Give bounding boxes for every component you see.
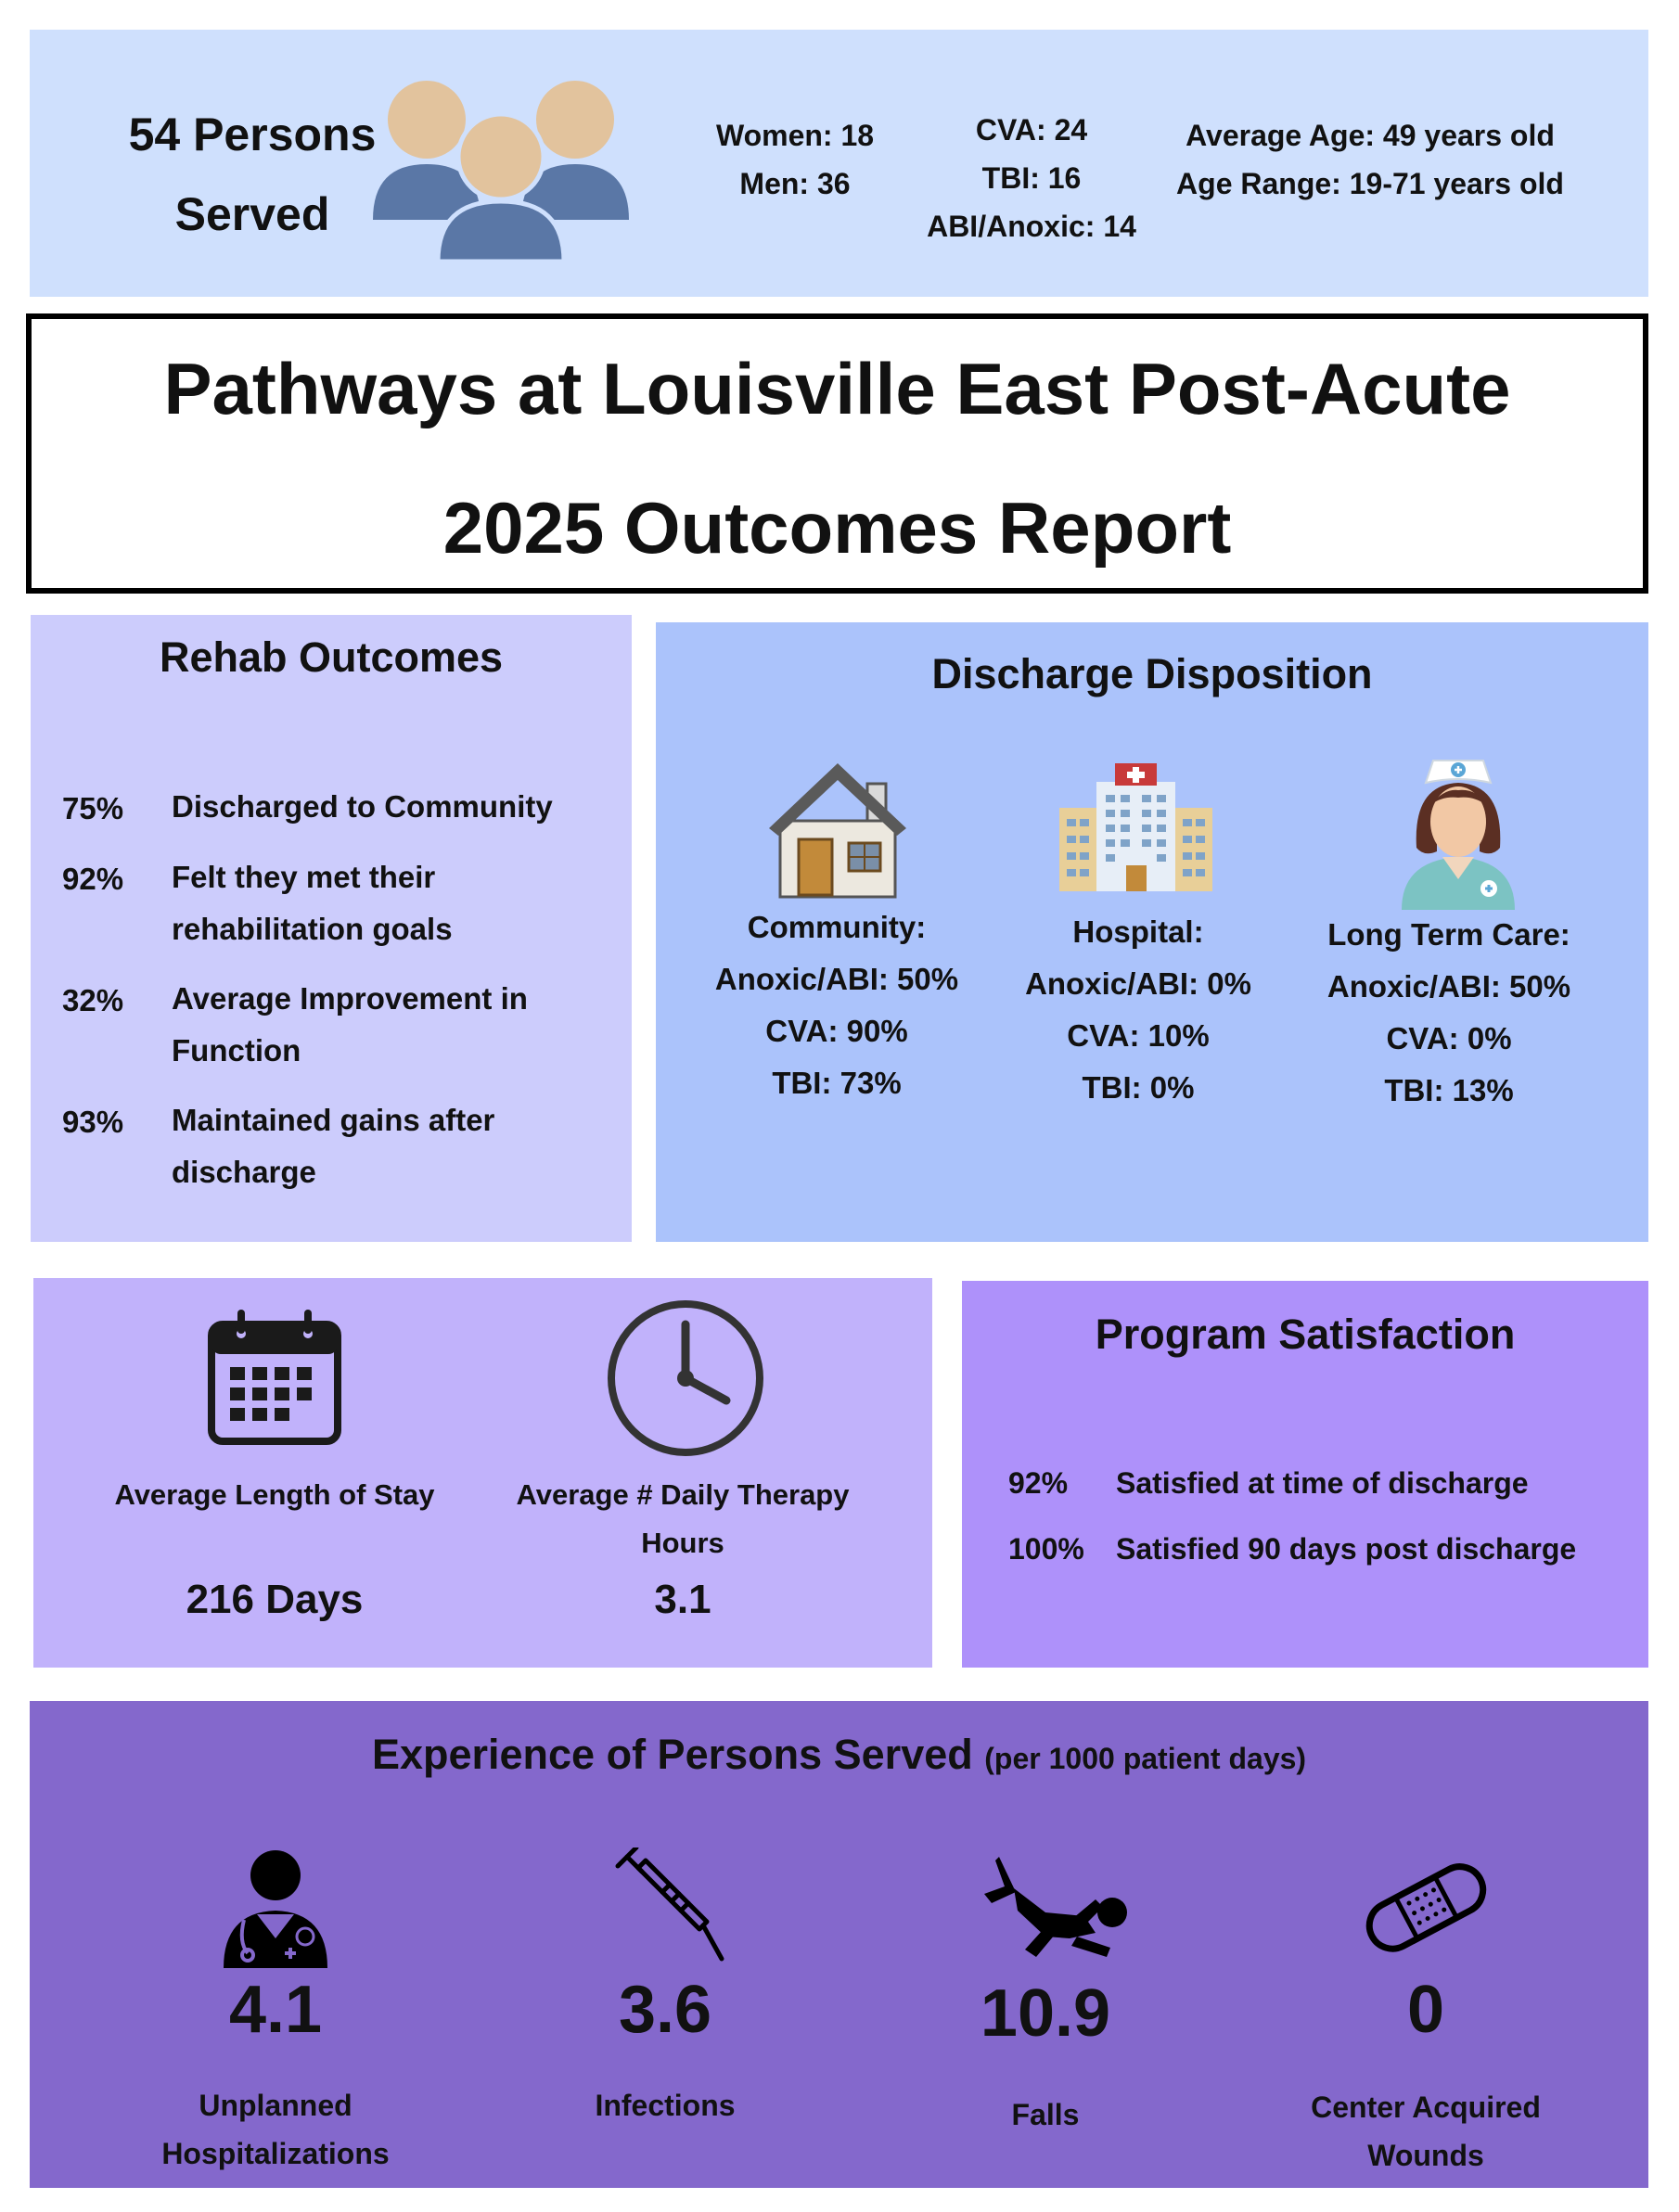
experience-heading-main: Experience of Persons Served bbox=[371, 1731, 973, 1778]
ltc-abi: Anoxic/ABI: 50% bbox=[1327, 969, 1571, 1004]
satisfaction-text-2: Satisfied 90 days post discharge bbox=[1116, 1532, 1577, 1566]
men-count: Men: 36 bbox=[739, 167, 851, 200]
hospital-icon bbox=[1059, 761, 1212, 891]
length-of-stay-label: Average Length of Stay bbox=[114, 1478, 435, 1511]
rehab-pct-4: 93% bbox=[62, 1105, 124, 1139]
rehab-outcomes-heading: Rehab Outcomes bbox=[159, 633, 504, 681]
community-column bbox=[688, 901, 985, 1109]
rehab-outcomes-panel bbox=[31, 615, 632, 1242]
infections-column bbox=[498, 1701, 832, 2188]
therapy-hours-value: 3.1 bbox=[654, 1577, 711, 1622]
syringe-icon bbox=[614, 1848, 725, 1963]
satisfaction-pct-2: 100% bbox=[1008, 1532, 1084, 1566]
therapy-hours-label: Average # Daily Therapy Hours bbox=[516, 1478, 850, 1559]
infections-label: Infections bbox=[595, 2089, 736, 2122]
persons-count: 54 Persons bbox=[128, 109, 377, 160]
hospital-column bbox=[990, 906, 1287, 1114]
hospital-title: Hospital: bbox=[1072, 914, 1204, 949]
gender-stats bbox=[670, 111, 920, 208]
diagnosis-stats bbox=[902, 106, 1161, 250]
wounds-label: Center Acquired Wounds bbox=[1311, 2091, 1541, 2172]
calendar-icon bbox=[208, 1306, 341, 1445]
hospitalizations-value: 4.1 bbox=[228, 1973, 323, 2047]
community-cva: CVA: 90% bbox=[765, 1014, 908, 1048]
length-of-stay-value: 216 Days bbox=[186, 1577, 364, 1622]
long-term-care-column bbox=[1301, 909, 1597, 1117]
infections-value: 3.6 bbox=[618, 1973, 712, 2047]
wounds-value: 0 bbox=[1406, 1973, 1445, 2047]
wounds-column bbox=[1259, 1701, 1593, 2188]
hospitalizations-column bbox=[109, 1701, 442, 2188]
satisfaction-heading: Program Satisfaction bbox=[1095, 1311, 1516, 1358]
average-age: Average Age: 49 years old bbox=[1186, 119, 1555, 152]
community-tbi: TBI: 73% bbox=[772, 1066, 902, 1100]
ltc-cva: CVA: 0% bbox=[1386, 1021, 1512, 1055]
experience-heading-unit: (per 1000 patient days) bbox=[984, 1742, 1307, 1775]
doctor-icon bbox=[220, 1849, 331, 1968]
community-title: Community: bbox=[747, 910, 927, 944]
persons-served bbox=[95, 95, 410, 254]
persons-served-label: Served bbox=[174, 188, 330, 240]
abi-count: ABI/Anoxic: 14 bbox=[927, 210, 1136, 243]
summary-band bbox=[30, 30, 1648, 297]
community-abi: Anoxic/ABI: 50% bbox=[714, 962, 959, 996]
report-title-box bbox=[26, 313, 1648, 594]
discharge-heading: Discharge Disposition bbox=[931, 650, 1373, 697]
hospital-abi: Anoxic/ABI: 0% bbox=[1025, 966, 1251, 1001]
ltc-title: Long Term Care: bbox=[1327, 917, 1570, 952]
nurse-icon bbox=[1389, 748, 1528, 910]
falls-label: Falls bbox=[1011, 2098, 1080, 2131]
rehab-text-4: Maintained gains after discharge bbox=[172, 1103, 495, 1189]
satisfaction-text-1: Satisfied at time of discharge bbox=[1116, 1466, 1529, 1500]
satisfaction-pct-1: 92% bbox=[1008, 1466, 1069, 1500]
experience-panel bbox=[30, 1701, 1648, 2188]
stay-panel bbox=[33, 1278, 932, 1668]
hospitalizations-label: Unplanned Hospitalizations bbox=[161, 2089, 390, 2170]
age-stats bbox=[1147, 111, 1593, 208]
falling-person-icon bbox=[980, 1848, 1134, 1959]
women-count: Women: 18 bbox=[715, 119, 875, 152]
house-icon bbox=[767, 760, 908, 899]
rehab-text-2: Felt they met their rehabilitation goals bbox=[172, 860, 453, 946]
program-satisfaction-panel bbox=[962, 1281, 1648, 1668]
rehab-text-1: Discharged to Community bbox=[172, 789, 553, 824]
people-group-icon bbox=[371, 71, 631, 262]
rehab-pct-2: 92% bbox=[62, 862, 124, 896]
bandage-icon bbox=[1361, 1860, 1491, 1953]
rehab-pct-3: 32% bbox=[62, 983, 124, 1017]
rehab-pct-1: 75% bbox=[62, 791, 124, 825]
ltc-tbi: TBI: 13% bbox=[1384, 1073, 1514, 1107]
discharge-disposition-panel bbox=[656, 622, 1648, 1242]
rehab-text-3: Average Improvement in Function bbox=[172, 981, 528, 1068]
age-range: Age Range: 19-71 years old bbox=[1176, 167, 1564, 200]
falls-value: 10.9 bbox=[980, 1976, 1111, 2051]
facility-name: Pathways at Louisville East Post-Acute bbox=[163, 348, 1511, 429]
clock-icon bbox=[604, 1297, 767, 1460]
report-name: 2025 Outcomes Report bbox=[442, 487, 1232, 569]
tbi-count: TBI: 16 bbox=[981, 161, 1082, 195]
falls-column bbox=[878, 1701, 1212, 2188]
cva-count: CVA: 24 bbox=[975, 113, 1088, 147]
hospital-cva: CVA: 10% bbox=[1067, 1018, 1210, 1053]
hospital-tbi: TBI: 0% bbox=[1082, 1070, 1195, 1105]
